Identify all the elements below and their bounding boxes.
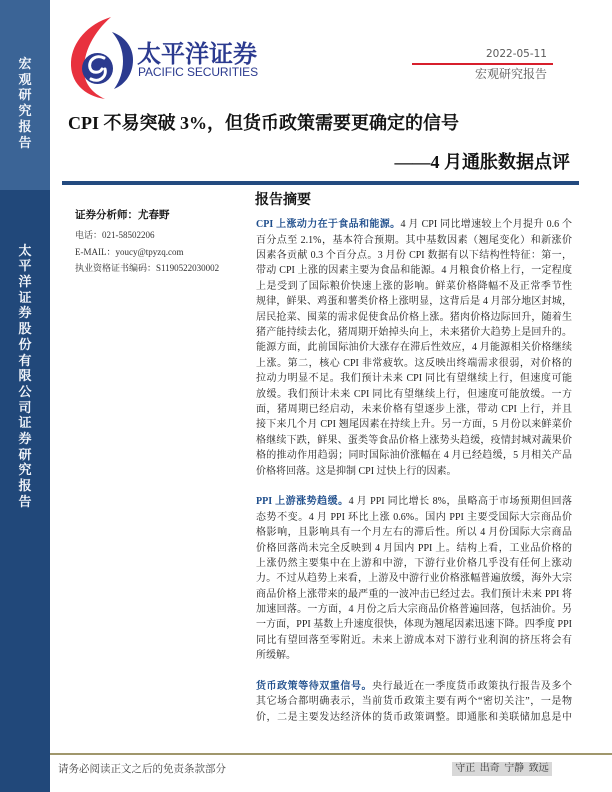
report-type-label: 宏观研究报告 bbox=[474, 66, 547, 81]
summary-line: 格继续下跌，鲜果、蛋类等食品价格上涨势头趋缓，疫情封城对蔬果价 bbox=[256, 434, 572, 446]
summary-line: 接下来几个月 CPI 翘尾因素在持续上升。另一方面，5 月份以来鲜菜价 bbox=[256, 419, 572, 431]
summary-line: 放缓。我们预计未来 CPI 同比有望继续上行，但速度可能放缓。一方 bbox=[256, 388, 572, 400]
summary-line: 所缓解。 bbox=[256, 650, 296, 662]
summary-line: 上涨仍然主要集中在上游和中游，下游行业价格几乎没有任何上涨动 bbox=[256, 557, 572, 569]
summary-line: 态势不变。4 月 PPI 环比上涨 0.6%。国内 PPI 主要受国际大宗商品价 bbox=[256, 511, 572, 523]
summary-line: 上涨。第二，核心 CPI 非常疲软。这反映出终端需求很弱，对价格的 bbox=[256, 357, 572, 369]
summary-line: 商品价格上涨带来的最严重的一波冲击已经过去。我们预计未来 PPI 将 bbox=[256, 588, 572, 600]
report-title: CPI 不易突破 3%，但货币政策需要更确定的信号 bbox=[68, 112, 459, 133]
paragraph-lead: 货币政策等待双重信号。 bbox=[256, 681, 373, 693]
summary-line: 价，二是主要发达经济体的货币政策调整。即通胀和美联储加息是中 bbox=[256, 711, 572, 723]
report-subtitle: ——4 月通胀数据点评 bbox=[394, 151, 570, 172]
summary-line bbox=[256, 679, 572, 694]
summary-line: 力。不过从趋势上来看，上游及中游行业价格涨幅普遍放缓，海外大宗 bbox=[256, 573, 572, 585]
analyst-email: E-MAIL：youcy@tpyzq.com bbox=[75, 247, 184, 257]
summary-line: 因素各贡献 0.3 个百分点。3 月份 CPI 数据有以下结构性特征：第一， bbox=[256, 250, 572, 262]
summary-line: 百分点至 2.1%，基本符合预期。其中基数因素（翘尾变化）和新涨价 bbox=[256, 234, 572, 246]
summary-line: 规律，鲜果、鸡蛋和薯类价格上涨明显，这背后是 4 月部分地区封城， bbox=[256, 296, 572, 308]
summary-body bbox=[256, 217, 572, 740]
summary-line: 居民抢菜、囤菜的需求促使食品价格上涨。猪肉价格边际回升，随着生 bbox=[256, 311, 572, 323]
summary-paragraph-cpi bbox=[256, 217, 572, 479]
footer-motto: 守正 出奇 宁静 致远 bbox=[452, 762, 552, 776]
title-blue-divider bbox=[62, 181, 579, 185]
pacific-securities-logo-icon bbox=[60, 10, 140, 102]
summary-line: 格的推动作用趋弱；同时国际油价涨幅在 4 月已经趋缓，5 月相关产品 bbox=[256, 450, 572, 462]
summary-line: 面，猪周期已经启动，未来价格有望逐步上涨，带动 CPI 上行，并且 bbox=[256, 403, 572, 415]
brand-name-english: PACIFIC SECURITIES bbox=[138, 65, 258, 79]
summary-line: 加速回落。一方面，4 月份之后大宗商品价格普遍回落，包括油价。另 bbox=[256, 604, 572, 616]
summary-line: 带动 CPI 上涨的因素主要为食品和能源。4 月粮食价格上行，一定程度 bbox=[256, 265, 572, 277]
summary-line: 拉动力明显不足。我们预计未来 CPI 同比有望继续上行，但速度可能 bbox=[256, 373, 572, 385]
report-date: 2022-05-11 bbox=[485, 48, 547, 60]
brand-name-chinese: 太平洋证券 bbox=[137, 40, 257, 68]
summary-line bbox=[256, 494, 572, 509]
summary-line: 价格回落尚未完全反映到 4 月国内 PPI 上。结构上看，工业品价格的 bbox=[256, 542, 572, 554]
header-red-divider bbox=[412, 63, 553, 66]
summary-line: 价格将回落。这是抑制 CPI 过快上行的因素。 bbox=[256, 465, 457, 477]
footer-disclaimer: 请务必阅读正文之后的免责条款部分 bbox=[58, 764, 226, 775]
analyst-name: 证券分析师：尤春野 bbox=[75, 210, 170, 221]
left-sidebar bbox=[0, 0, 50, 792]
summary-line: 同比有望回落至零附近。未来上游成本对下游行业利润的挤压将会有 bbox=[256, 634, 572, 646]
summary-line: 猪产能持续去化，猪周期开始掉头向上，未来猪价大趋势上是回升的。 bbox=[256, 327, 572, 339]
summary-line: 上是受到了国际粮价快速上涨的影响。鲜菜价格降幅不及正常季节性 bbox=[256, 280, 572, 292]
footer-divider bbox=[50, 753, 612, 755]
summary-line-text: 4 月 PPI 同比增长 8%，虽略高于市场预期但回落 bbox=[348, 496, 572, 508]
paragraph-lead: CPI 上涨动力在于食品和能源。 bbox=[256, 219, 401, 231]
summary-line-text: 央行最近在一季度货币政策执行报告及多个 bbox=[372, 681, 573, 693]
sidebar-report-category: 宏观研究报告 bbox=[18, 57, 32, 151]
summary-paragraph-monetary-policy bbox=[256, 679, 572, 725]
paragraph-lead: PPI 上游涨势趋缓。 bbox=[256, 496, 349, 508]
analyst-license-number: 执业资格证书编码：S1190522030002 bbox=[75, 263, 220, 273]
analyst-phone: 电话：021-58502206 bbox=[75, 230, 155, 240]
sidebar-company-label: 太平洋证券股份有限公司证券研究报告 bbox=[18, 243, 32, 510]
summary-line-text: 4 月 CPI 同比增速较上个月提升 0.6 个 bbox=[400, 219, 572, 231]
summary-line: 一方面，PPI 基数上升速度很快，体现为翘尾因素迅速下降。四季度 PPI bbox=[256, 619, 572, 631]
summary-line: 能源方面，此前国际油价大涨存在滞后性效应，4 月能源相关价格继续 bbox=[256, 342, 572, 354]
summary-line: 其它场合都明确表示，当前货币政策主要有两个“密切关注”，一是物 bbox=[256, 696, 572, 708]
summary-line bbox=[256, 217, 572, 232]
summary-paragraph-ppi bbox=[256, 494, 572, 663]
summary-heading: 报告摘要 bbox=[255, 193, 311, 208]
summary-line: 格影响，且影响具有一个月左右的滞后性。所以 4 月份国际大宗商品 bbox=[256, 527, 572, 539]
